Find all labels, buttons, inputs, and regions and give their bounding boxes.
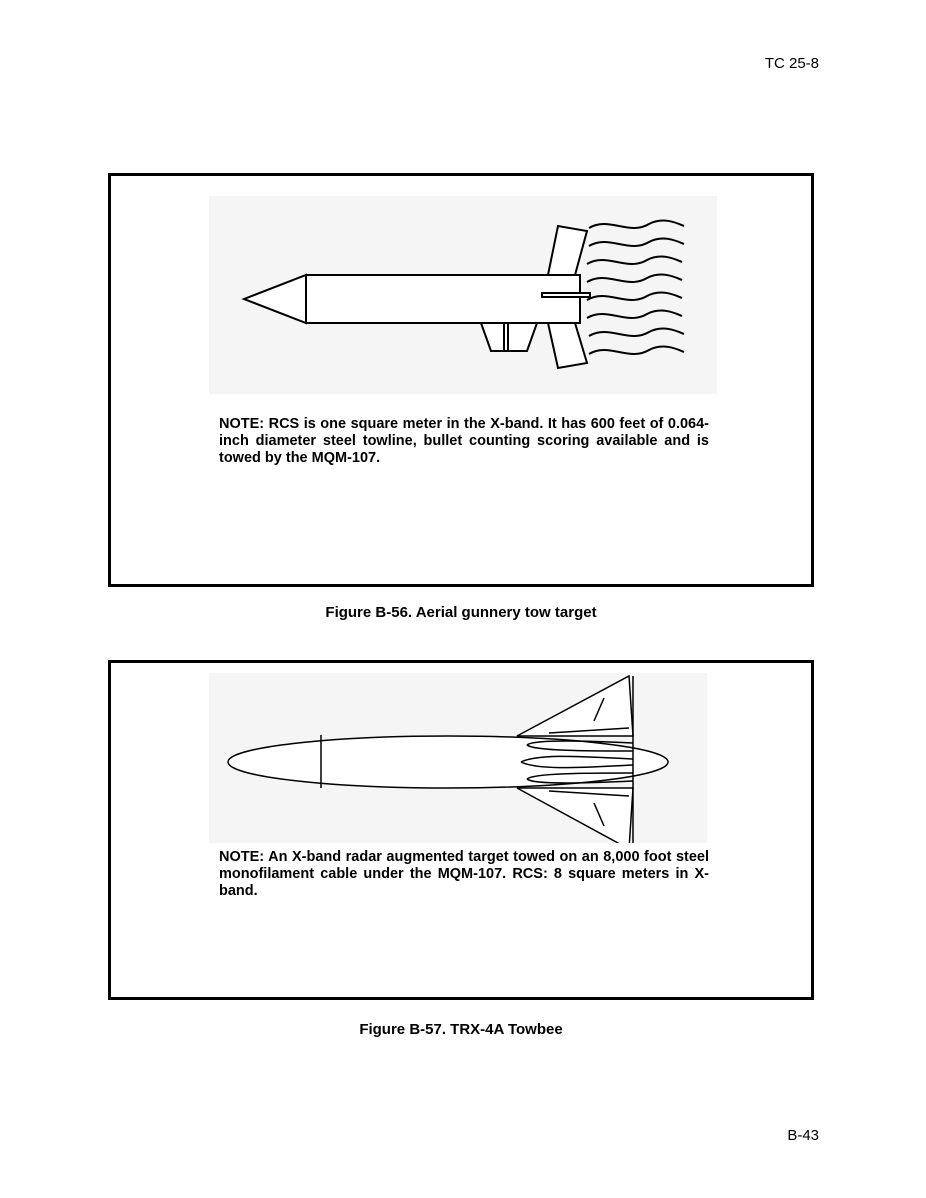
page-number: B-43 xyxy=(787,1127,819,1144)
figure-b56-caption: Figure B-56. Aerial gunnery tow target xyxy=(325,604,597,621)
tow-target-illustration xyxy=(209,196,717,394)
figure-b57-box xyxy=(108,660,814,1000)
document-code: TC 25-8 xyxy=(764,55,819,72)
tow-target-streamers xyxy=(587,221,684,354)
towbee-illustration xyxy=(209,673,707,843)
tow-target-lower-tail-fin xyxy=(548,323,587,368)
towbee-body xyxy=(228,736,668,788)
figure-b56-note: NOTE: RCS is one square meter in the X-band. It has 600 feet of 0.064-inch diameter steel towline, bullet counting scoring available and is towed by the MQM-107. xyxy=(219,416,709,466)
tow-target-tail-fin xyxy=(548,226,587,275)
towbee-upper-fin xyxy=(517,676,633,736)
figure-b57-note: NOTE: An X-band radar augmented target towed on an 8,000 foot steel monofilament cable under the MQM-107. RCS: 8 square meters in X-band. xyxy=(219,849,709,899)
tow-target-body xyxy=(306,275,580,323)
figure-b56-box xyxy=(108,173,814,587)
tow-target-nose xyxy=(244,275,306,323)
towbee-lower-fin xyxy=(517,788,633,843)
tow-target-slot xyxy=(542,293,590,297)
figure-b57-caption: Figure B-57. TRX-4A Towbee xyxy=(359,1021,563,1038)
